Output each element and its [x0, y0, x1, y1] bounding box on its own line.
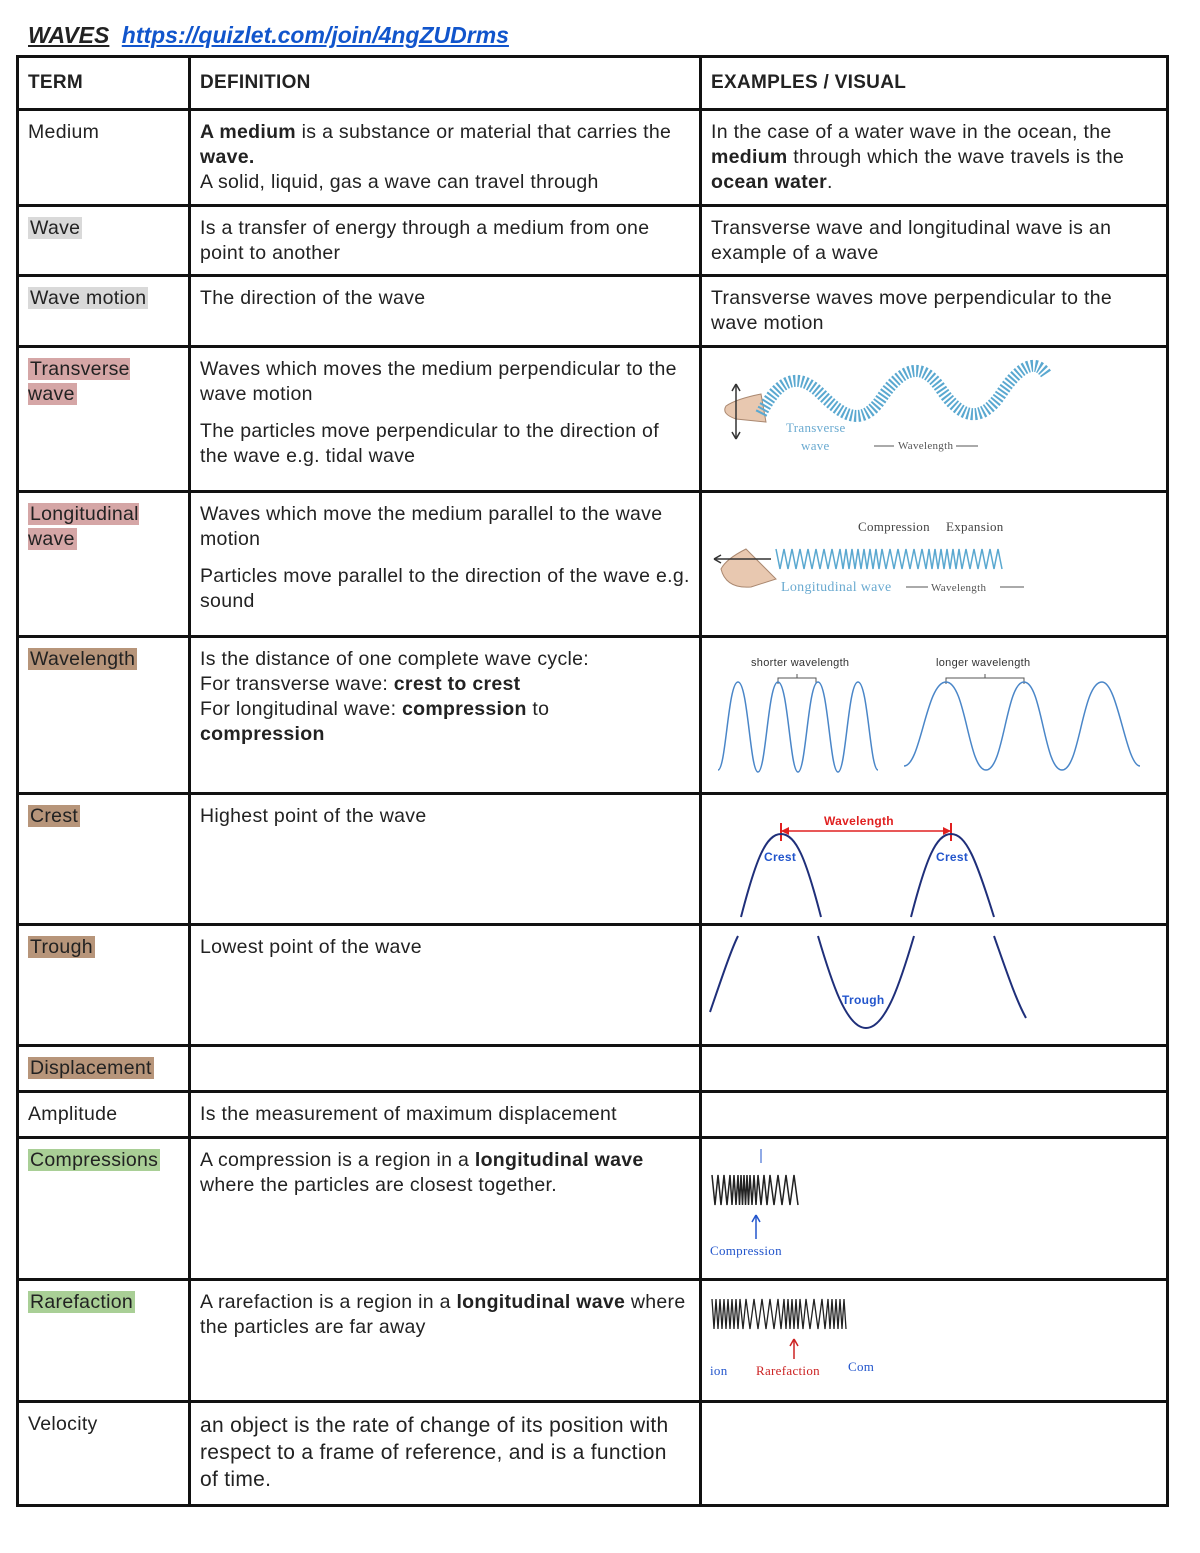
- page-title: [28, 22, 509, 49]
- definition-trough: Lowest point of the wave: [190, 925, 701, 1046]
- quizlet-link[interactable]: https://quizlet.com/join/4ngZUDrms: [121, 22, 509, 48]
- svg-text:longer wavelength: longer wavelength: [936, 657, 1031, 669]
- wavelength-image: [701, 637, 1168, 794]
- definition-longitudinal-wave: Waves which move the medium parallel to the wave motion Particles move parallel to the direction of the wave e.g. sound: [190, 492, 701, 637]
- term-displacement: Displacement: [30, 1057, 152, 1079]
- svg-text:ion: ion: [710, 1363, 728, 1378]
- svg-text:Compression: Compression: [858, 519, 930, 534]
- table-row: [18, 347, 1168, 492]
- table-row: [18, 637, 1168, 794]
- svg-text:Rarefaction: Rarefaction: [756, 1363, 820, 1378]
- svg-text:Crest: Crest: [936, 850, 969, 864]
- term-crest: Crest: [30, 805, 79, 827]
- rarefaction-image: [701, 1280, 1168, 1402]
- table-row: [18, 206, 1168, 276]
- table-row: [18, 1402, 1168, 1506]
- example-medium: In the case of a water wave in the ocean, the medium through which the wave travels is the ocean water.: [701, 110, 1168, 206]
- term-transverse-wave: Transverse wave: [28, 358, 130, 405]
- table-row: [18, 1092, 1168, 1138]
- trough-image: [701, 925, 1168, 1046]
- svg-text:shorter wavelength: shorter wavelength: [751, 657, 850, 669]
- definition-wavelength: Is the distance of one complete wave cycle: For transverse wave: crest to crest For longitudinal wave: compression to compression: [190, 637, 701, 794]
- term-wavelength: Wavelength: [30, 648, 136, 670]
- term-medium: Medium: [28, 121, 100, 143]
- term-compressions: Compressions: [30, 1149, 159, 1171]
- definition-displacement: [190, 1046, 701, 1092]
- svg-text:Trough: Trough: [842, 993, 885, 1007]
- table-row: [18, 1046, 1168, 1092]
- svg-text:Wavelength: Wavelength: [898, 440, 954, 452]
- svg-text:Wavelength: Wavelength: [931, 582, 987, 594]
- term-velocity: Velocity: [28, 1413, 98, 1435]
- term-rarefaction: Rarefaction: [30, 1291, 134, 1313]
- example-amplitude: [701, 1092, 1168, 1138]
- table-row: [18, 1138, 1168, 1280]
- header-term: TERM: [18, 57, 190, 110]
- definition-wave: Is a transfer of energy through a medium from one point to another: [190, 206, 701, 276]
- svg-text:Longitudinal wave: Longitudinal wave: [781, 580, 892, 595]
- example-velocity: [701, 1402, 1168, 1506]
- term-amplitude: Amplitude: [28, 1103, 118, 1125]
- table-row: [18, 110, 1168, 206]
- table-header-row: [18, 57, 1168, 110]
- example-wave: Transverse wave and longitudinal wave is an example of a wave: [701, 206, 1168, 276]
- term-wave-motion: Wave motion: [30, 287, 147, 309]
- compression-image: [701, 1138, 1168, 1280]
- svg-text:Expansion: Expansion: [946, 519, 1004, 534]
- header-examples: EXAMPLES / VISUAL: [701, 57, 1168, 110]
- svg-text:Wavelength: Wavelength: [824, 814, 894, 828]
- svg-text:wave: wave: [801, 438, 830, 453]
- header-definition: DEFINITION: [190, 57, 701, 110]
- definition-compressions: A compression is a region in a longitudinal wave where the particles are closest together.: [190, 1138, 701, 1280]
- longitudinal-wave-image: [701, 492, 1168, 637]
- title-heading: WAVES: [28, 22, 110, 48]
- definition-crest: Highest point of the wave: [190, 794, 701, 925]
- transverse-wave-image: [701, 347, 1168, 492]
- table-row: [18, 492, 1168, 637]
- table-row: [18, 1280, 1168, 1402]
- definition-medium: A medium is a substance or material that carries the wave. A solid, liquid, gas a wave can travel through: [190, 110, 701, 206]
- term-wave: Wave: [30, 217, 81, 239]
- table-row: [18, 276, 1168, 347]
- svg-text:Com: Com: [848, 1359, 875, 1374]
- example-displacement: [701, 1046, 1168, 1092]
- table-row: [18, 794, 1168, 925]
- example-wave-motion: Transverse waves move perpendicular to the wave motion: [701, 276, 1168, 347]
- svg-text:Compression: Compression: [710, 1243, 782, 1258]
- vocabulary-table: [16, 55, 1169, 1507]
- table-row: [18, 925, 1168, 1046]
- term-trough: Trough: [30, 936, 93, 958]
- term-longitudinal-wave: Longitudinal wave: [28, 503, 139, 550]
- svg-text:Crest: Crest: [764, 850, 797, 864]
- crest-image: [701, 794, 1168, 925]
- definition-wave-motion: The direction of the wave: [190, 276, 701, 347]
- definition-transverse-wave: Waves which moves the medium perpendicular to the wave motion The particles move perpendicular to the direction of the wave e.g. tidal wave: [190, 347, 701, 492]
- definition-velocity: an object is the rate of change of its position with respect to a frame of reference, and is a function of time.: [190, 1402, 701, 1506]
- definition-amplitude: Is the measurement of maximum displacement: [190, 1092, 701, 1138]
- definition-rarefaction: A rarefaction is a region in a longitudinal wave where the particles are far away: [190, 1280, 701, 1402]
- svg-text:Transverse: Transverse: [786, 420, 846, 435]
